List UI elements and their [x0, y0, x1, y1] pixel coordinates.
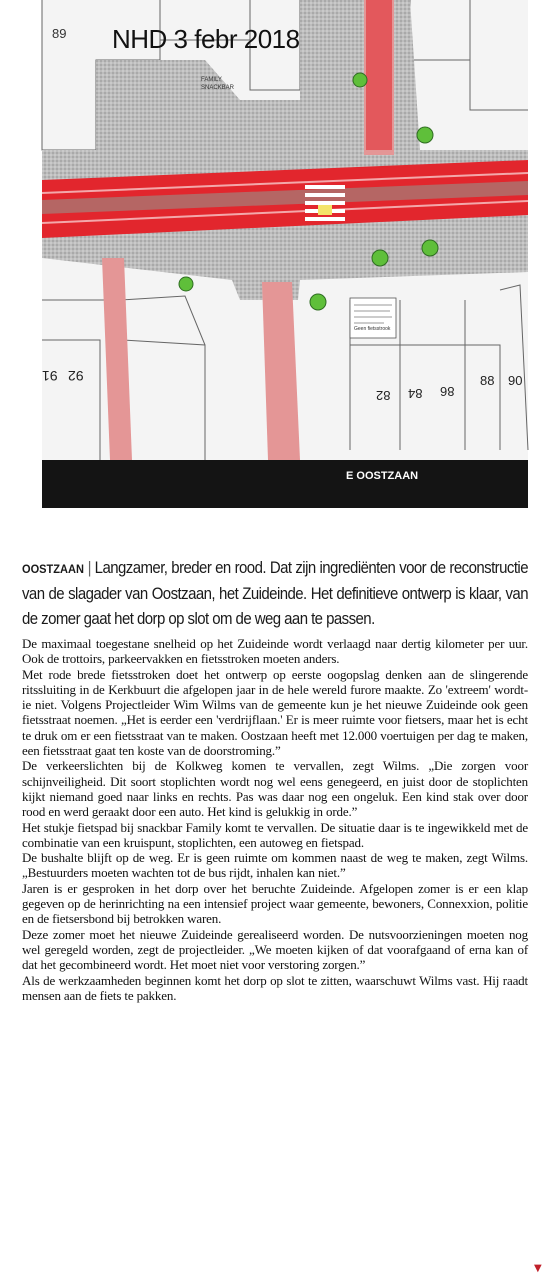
- map-caption: E OOSTZAAN: [346, 470, 419, 482]
- street-plan-drawing: [0, 0, 546, 510]
- page-number: 89: [52, 26, 67, 41]
- house-number: 90: [508, 373, 523, 388]
- article-paragraph: Als de werkzaamheden beginnen komt het dorp op slot te zitten, waarschuwt Wilms vast. Hij raadt mensen aan de fiets te pakken.: [22, 972, 528, 1003]
- end-of-article-icon: ▼: [534, 1263, 542, 1274]
- article-paragraph: De bushalte blijft op de weg. Er is geen ruimte om kommen naast de weg te maken, zegt Wilms. „Bestuurders moeten wachten tot de bus rijdt, inhalen kan niet.”: [22, 850, 528, 881]
- article-paragraph: Jaren is er gesproken in het dorp over het beruchte Zuideinde. Afgelopen zomer is er een klap gegeven op de herinrichting na een intensief project waar gemeente, bewoners, Connexxion, politie en de fietsersbond bij betrokken waren.: [22, 880, 528, 927]
- article-paragraph: De verkeerslichten bij de Kolkweg komen te vervallen, zegt Wilms. „Die zorgen voor schijnveiligheid. Dit soort stoplichten wordt nog wel eens genegeerd, en juist door de stoplichten kijkt niemand goed naar links en rechts. Pas was daar nog een ongeluk. Een kind stak over door rood en werd geraakt door een auto. Het kind is gelukkig in orde.”: [22, 758, 528, 820]
- article: [22, 556, 528, 1003]
- article-paragraph: Het stukje fietspad bij snackbar Family komt te vervallen. De situatie daar is te ingewikkeld met de combinatie van een kruispunt, stoplichten, een autoweg en fietspad.: [22, 819, 528, 850]
- article-lead: [22, 556, 528, 632]
- article-paragraph: De maximaal toegestane snelheid op het Zuideinde wordt verlaagd naar dertig kilometer per uur. Ook de trottoirs, parkeervakken en fietsstroken moeten anders.: [22, 636, 528, 667]
- street-plan-figure: [0, 0, 546, 510]
- house-number: 84: [408, 386, 423, 401]
- house-number: 92: [68, 368, 84, 384]
- house-number: 86: [440, 384, 455, 399]
- kicker-separator: |: [87, 559, 91, 577]
- article-paragraph: Deze zomer moet het nieuwe Zuideinde gerealiseerd worden. De nutsvoorzieningen moeten nog wel geregeld worden, zegt de projectleider. „We moeten kijken of dat voorafgaand of erna kan of dat het gecombineerd wordt. Het moet niet voor verstoring zorgen.”: [22, 926, 528, 973]
- house-number: 88: [480, 373, 495, 388]
- house-number: 91: [42, 368, 58, 384]
- note-box: [350, 298, 396, 338]
- article-paragraph: Met rode brede fietsstroken doet het ontwerp op eerste oogopslag denken aan de slingerende ritssluiting in de Kerkbuurt die afgelopen jaar in de hele wereld furore maakte. Zo 'extreem' wordt-ie niet. Volgens Projectleider Wim Wilms van de gemeente kun je het nieuwe Zuideinde ook geen fietsstraat noemen. „Het is eerder een 'verdrijflaan.' Er is meer ruimte voor fietsers, maar het is echt te druk om er een fietsstraat van te maken. Oostzaan heeft met 12.000 voertuigen per dag te maken, een fietsstraat gaat ten koste van de doorstroming.”: [22, 666, 528, 759]
- shop-label: FAMILY SNACKBAR: [201, 77, 235, 91]
- house-number: 82: [376, 388, 391, 403]
- traffic-island: [318, 205, 332, 215]
- source-date-label: NHD 3 febr 2018: [112, 24, 300, 54]
- note-label: Geen fietsstrook: [354, 326, 391, 332]
- lead-text: Langzamer, breder en rood. Dat zijn ingrediënten voor de reconstructie van de slagader van Oostzaan, het Zuideinde. Het definitieve ontwerp is klaar, van de zomer gaat het dorp op slot om de weg aan te passen.: [22, 559, 529, 628]
- article-kicker: OOSTZAAN: [22, 562, 84, 576]
